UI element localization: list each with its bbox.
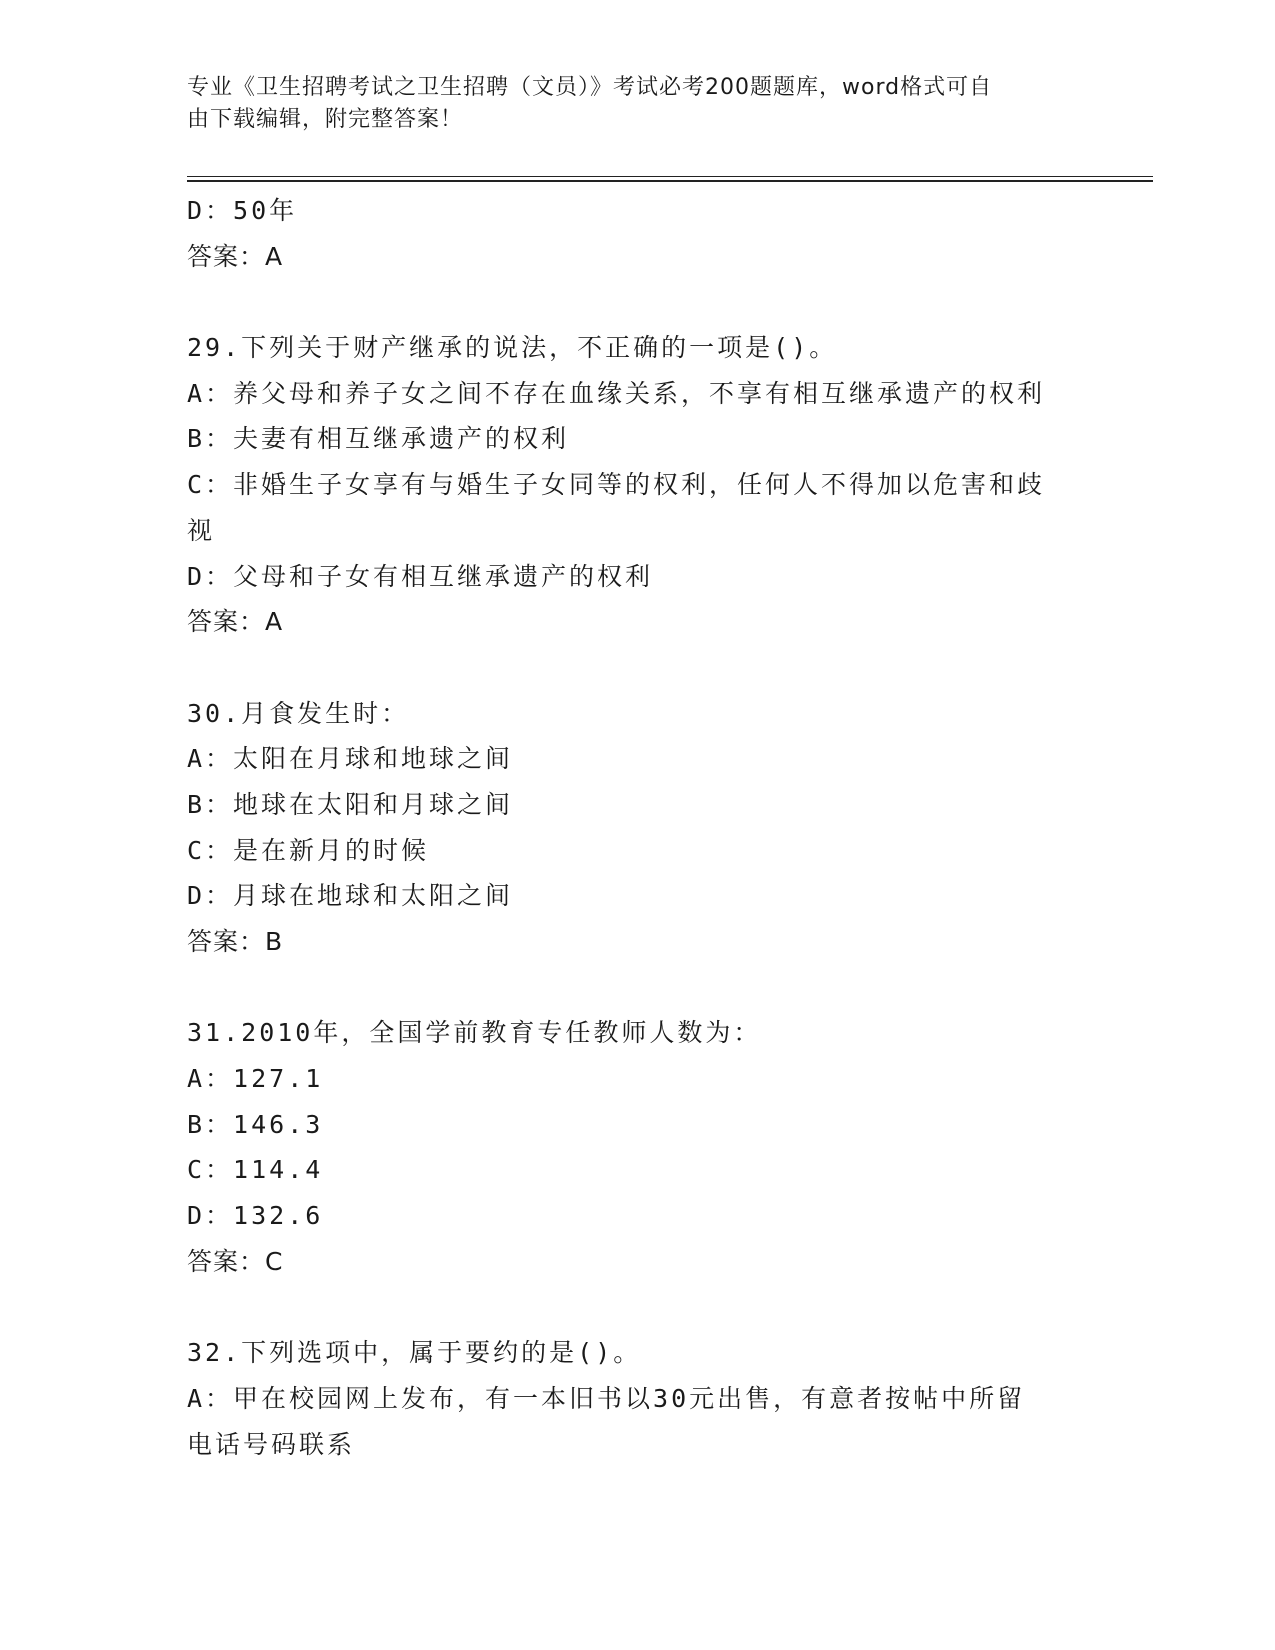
option-line: A：养父母和养子女之间不存在血缘关系，不享有相互继承遗产的权利 xyxy=(187,378,1046,408)
option-line: 视 xyxy=(187,515,216,545)
question-line: 30.月食发生时： xyxy=(187,698,410,728)
answer-line: 答案：A xyxy=(187,607,284,637)
block-gap xyxy=(187,965,1087,1011)
option-line: C：是在新月的时候 xyxy=(187,835,430,865)
option-line: D：父母和子女有相互继承遗产的权利 xyxy=(187,561,654,591)
header-rule-thick xyxy=(187,180,1153,182)
answer-line: 答案：B xyxy=(187,927,284,956)
option-line: D：50年 xyxy=(187,196,298,225)
option-line: 电话号码联系 xyxy=(187,1429,356,1459)
question-line: 32.下列选项中，属于要约的是()。 xyxy=(187,1338,642,1368)
answer-line: 答案：A xyxy=(187,241,284,271)
option-line: A：太阳在月球和地球之间 xyxy=(187,744,514,774)
option-line: B：地球在太阳和月球之间 xyxy=(187,789,514,819)
document-body xyxy=(187,188,1087,1467)
question-line: 31.2010年，全国学前教育专任教师人数为： xyxy=(187,1018,762,1048)
block-gap xyxy=(187,1285,1087,1331)
option-line: B：夫妻有相互继承遗产的权利 xyxy=(187,424,570,454)
document-header xyxy=(187,72,1067,136)
option-line: D：月球在地球和太阳之间 xyxy=(187,881,514,911)
block-gap xyxy=(187,645,1087,691)
question-line: 29.下列关于财产继承的说法，不正确的一项是()。 xyxy=(187,333,838,363)
answer-line: 答案：C xyxy=(187,1246,284,1276)
header-line-2: 由下载编辑，附完整答案！ xyxy=(187,107,464,132)
header-line-1: 专业《卫生招聘考试之卫生招聘（文员）》考试必考200题题库，word格式可自 xyxy=(187,75,993,100)
option-line: D：132.6 xyxy=(187,1201,324,1231)
option-line: C：非婚生子女享有与婚生子女同等的权利，任何人不得加以危害和歧 xyxy=(187,470,1046,500)
option-line: A：127.1 xyxy=(187,1064,324,1094)
option-line: B：146.3 xyxy=(187,1109,324,1139)
header-rule-thin xyxy=(187,176,1153,177)
block-gap xyxy=(187,279,1087,325)
option-line: A：甲在校园网上发布，有一本旧书以30元出售，有意者按帖中所留 xyxy=(187,1383,1026,1413)
option-line: C：114.4 xyxy=(187,1155,324,1185)
